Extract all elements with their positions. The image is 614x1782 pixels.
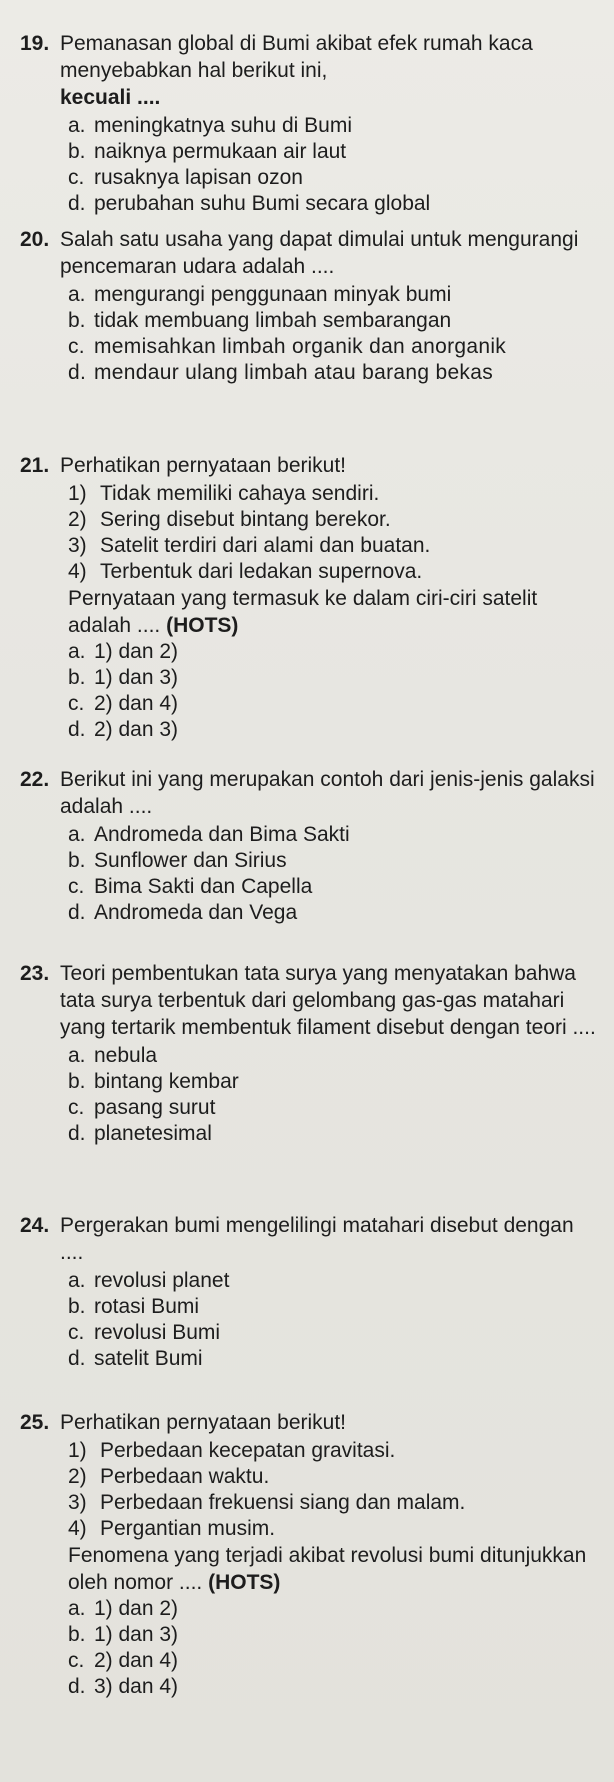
question-suffix: kecuali .... <box>60 86 161 109</box>
statement-4: 4) Terbentuk dari ledakan supernova. <box>68 560 423 583</box>
question-number: 23. <box>20 962 50 985</box>
option-a[interactable]: a. nebula <box>68 1044 158 1067</box>
option-b[interactable]: b. tidak membuang limbah sembarangan <box>68 309 452 332</box>
option-c[interactable]: c. Bima Sakti dan Capella <box>68 875 313 898</box>
option-c[interactable]: c. revolusi Bumi <box>68 1321 221 1344</box>
question-prompt: Fenomena yang terjadi akibat revolusi bumi ditunjukkan oleh nomor .... (HOTS) <box>68 1544 587 1594</box>
question-21 <box>20 452 600 743</box>
option-d[interactable]: d. planetesimal <box>68 1122 212 1145</box>
question-19 <box>20 30 600 217</box>
option-a[interactable]: a. revolusi planet <box>68 1269 230 1292</box>
option-b[interactable]: b. naiknya permukaan air laut <box>68 140 347 163</box>
statement-2: 2) Perbedaan waktu. <box>68 1465 270 1488</box>
question-number: 20. <box>20 228 50 251</box>
question-text: Berikut ini yang merupakan contoh dari jenis-jenis galaksi adalah .... <box>60 768 595 818</box>
option-d[interactable]: d. 2) dan 3) <box>68 718 179 741</box>
option-b[interactable]: b. 1) dan 3) <box>68 666 179 689</box>
question-number: 21. <box>20 454 50 477</box>
option-d[interactable]: d. 3) dan 4) <box>68 1675 179 1698</box>
option-c[interactable]: c. 2) dan 4) <box>68 1649 179 1672</box>
option-d[interactable]: d. Andromeda dan Vega <box>68 901 298 924</box>
statement-1: 1) Tidak memiliki cahaya sendiri. <box>68 482 380 505</box>
statement-3: 3) Satelit terdiri dari alami dan buatan. <box>68 534 431 557</box>
statement-1: 1) Perbedaan kecepatan gravitasi. <box>68 1439 396 1462</box>
question-text: Teori pembentukan tata surya yang menyatakan bahwa tata surya terbentuk dari gelombang gas-gas matahari yang tertarik membentuk filament disebut dengan teori .... <box>60 962 596 1039</box>
question-text: Perhatikan pernyataan berikut! <box>60 1411 347 1434</box>
question-number: 24. <box>20 1214 50 1237</box>
option-d[interactable]: d. mendaur ulang limbah atau barang bekas <box>68 361 493 384</box>
option-b[interactable]: b. 1) dan 3) <box>68 1623 179 1646</box>
option-a[interactable]: a. mengurangi penggunaan minyak bumi <box>68 283 452 306</box>
option-b[interactable]: b. rotasi Bumi <box>68 1295 200 1318</box>
option-a[interactable]: a. meningkatnya suhu di Bumi <box>68 114 352 137</box>
question-number: 25. <box>20 1411 50 1434</box>
question-text: Salah satu usaha yang dapat dimulai untuk mengurangi pencemaran udara adalah .... <box>60 228 579 278</box>
option-c[interactable]: c. 2) dan 4) <box>68 692 179 715</box>
option-d[interactable]: d. perubahan suhu Bumi secara global <box>68 192 431 215</box>
hots-tag: (HOTS) <box>166 614 239 637</box>
question-text: Pemanasan global di Bumi akibat efek rumah kaca menyebabkan hal berikut ini, <box>60 32 533 82</box>
option-a[interactable]: a. 1) dan 2) <box>68 640 179 663</box>
option-a[interactable]: a. 1) dan 2) <box>68 1597 179 1620</box>
question-22 <box>20 766 600 926</box>
question-text: Perhatikan pernyataan berikut! <box>60 454 347 477</box>
question-20 <box>20 226 600 386</box>
option-c[interactable]: c. memisahkan limbah organik dan anorganik <box>68 335 507 358</box>
question-number: 22. <box>20 768 50 791</box>
question-23 <box>20 960 600 1147</box>
question-24 <box>20 1212 600 1372</box>
statement-2: 2) Sering disebut bintang berekor. <box>68 508 391 531</box>
hots-tag: (HOTS) <box>208 1571 281 1594</box>
statement-3: 3) Perbedaan frekuensi siang dan malam. <box>68 1491 466 1514</box>
statement-4: 4) Pergantian musim. <box>68 1517 276 1540</box>
option-b[interactable]: b. bintang kembar <box>68 1070 239 1093</box>
question-text: Pergerakan bumi mengelilingi matahari disebut dengan .... <box>60 1214 574 1264</box>
option-c[interactable]: c. rusaknya lapisan ozon <box>68 166 303 189</box>
question-number: 19. <box>20 32 50 55</box>
option-b[interactable]: b. Sunflower dan Sirius <box>68 849 287 872</box>
question-prompt: Pernyataan yang termasuk ke dalam ciri-ciri satelit adalah .... (HOTS) <box>68 587 538 637</box>
option-a[interactable]: a. Andromeda dan Bima Sakti <box>68 823 350 846</box>
option-d[interactable]: d. satelit Bumi <box>68 1347 203 1370</box>
option-c[interactable]: c. pasang surut <box>68 1096 216 1119</box>
question-25 <box>20 1409 600 1700</box>
